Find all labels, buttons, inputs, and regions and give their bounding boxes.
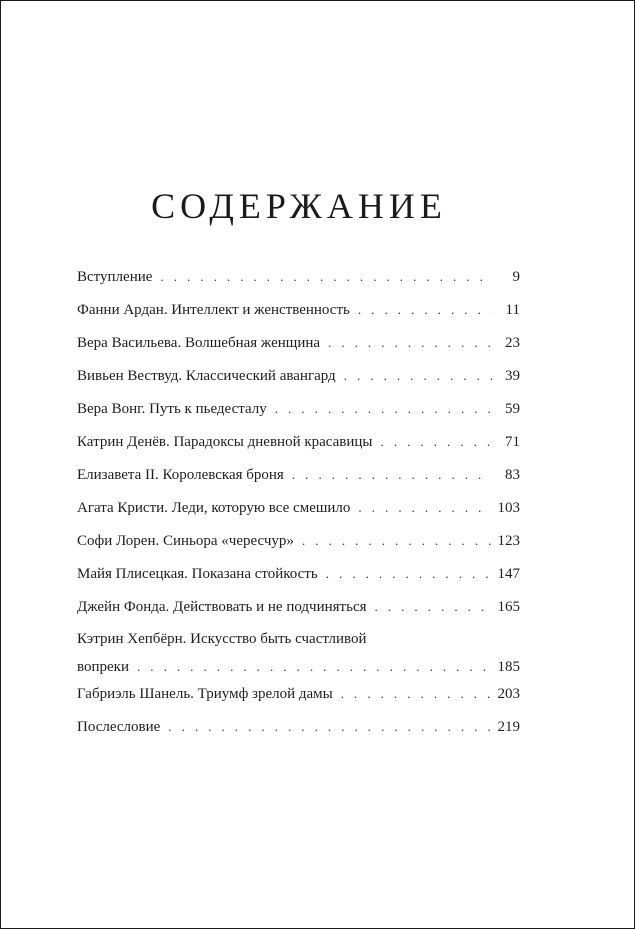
dot-leader bbox=[160, 266, 492, 287]
dot-leader bbox=[326, 563, 492, 584]
toc-entry-page: 203 bbox=[497, 686, 520, 702]
toc-entry[interactable] bbox=[77, 398, 520, 431]
toc-entry-page: 165 bbox=[497, 599, 520, 615]
toc-entry-title: Фанни Ардан. Интеллект и женственность bbox=[77, 302, 350, 318]
toc-entry-title: Майя Плисецкая. Показана стойкость bbox=[77, 566, 318, 582]
dot-leader bbox=[168, 716, 491, 737]
toc-entry-title: Вера Вонг. Путь к пьедесталу bbox=[77, 401, 267, 417]
toc-entry-page: 123 bbox=[497, 533, 520, 549]
toc-entry[interactable] bbox=[77, 266, 520, 299]
toc-entry[interactable] bbox=[77, 365, 520, 398]
toc-entry-title-line1: Кэтрин Хепбёрн. Искусство быть счастливой bbox=[77, 631, 367, 647]
dot-leader bbox=[344, 365, 492, 386]
toc-entry[interactable] bbox=[77, 683, 520, 716]
toc-entry-page: 39 bbox=[505, 368, 520, 384]
dot-leader bbox=[275, 398, 492, 419]
toc-entry[interactable] bbox=[77, 716, 520, 749]
dot-leader bbox=[137, 656, 492, 677]
toc-entry[interactable] bbox=[77, 431, 520, 464]
toc-entry-page: 147 bbox=[497, 566, 520, 582]
toc-entry-title-line2: вопреки bbox=[77, 658, 129, 675]
table-of-contents bbox=[77, 266, 520, 749]
toc-entry-title: Вера Васильева. Волшебная женщина bbox=[77, 335, 321, 351]
dot-leader bbox=[358, 497, 491, 518]
dot-leader bbox=[375, 596, 492, 617]
toc-entry-page: 11 bbox=[505, 302, 520, 318]
toc-entry-page: 59 bbox=[505, 401, 520, 417]
page-title bbox=[0, 186, 598, 226]
toc-entry[interactable] bbox=[77, 530, 520, 563]
toc-entry-page: 185 bbox=[497, 658, 520, 675]
toc-entry[interactable] bbox=[77, 596, 520, 629]
toc-entry-title: Джейн Фонда. Действовать и не подчиняться bbox=[77, 599, 367, 615]
dot-leader bbox=[341, 683, 492, 704]
toc-entry[interactable] bbox=[77, 464, 520, 497]
toc-entry-page: 9 bbox=[512, 269, 520, 285]
toc-entry-page: 23 bbox=[505, 335, 520, 351]
toc-entry-title: Агата Кристи. Леди, которую все смешило bbox=[77, 500, 351, 516]
toc-entry[interactable] bbox=[77, 563, 520, 596]
toc-entry-page: 83 bbox=[505, 467, 520, 483]
toc-entry[interactable] bbox=[77, 332, 520, 365]
toc-entry-title: Габриэль Шанель. Триумф зрелой дамы bbox=[77, 686, 333, 702]
toc-entry-title: Вступление bbox=[77, 269, 153, 285]
dot-leader bbox=[381, 431, 492, 452]
dot-leader bbox=[292, 464, 492, 485]
toc-entry-title: Елизавета II. Королевская броня bbox=[77, 467, 284, 483]
toc-entry[interactable] bbox=[77, 497, 520, 530]
dot-leader bbox=[302, 530, 492, 551]
toc-entry-page: 103 bbox=[497, 500, 520, 516]
toc-entry-title: Катрин Денёв. Парадоксы дневной красавицы bbox=[77, 434, 373, 450]
dot-leader bbox=[328, 332, 492, 353]
dot-leader bbox=[358, 299, 492, 320]
toc-entry-page: 71 bbox=[505, 434, 520, 450]
toc-entry-page: 219 bbox=[497, 719, 520, 735]
toc-entry-title: Вивьен Вествуд. Классический авангард bbox=[77, 368, 336, 384]
toc-entry[interactable] bbox=[77, 299, 520, 332]
heading-text: СОДЕРЖАНИЕ bbox=[151, 186, 447, 226]
toc-entry-title: Послесловие bbox=[77, 719, 161, 735]
toc-entry[interactable] bbox=[77, 629, 520, 683]
toc-entry-title: Софи Лорен. Синьора «чересчур» bbox=[77, 533, 294, 549]
